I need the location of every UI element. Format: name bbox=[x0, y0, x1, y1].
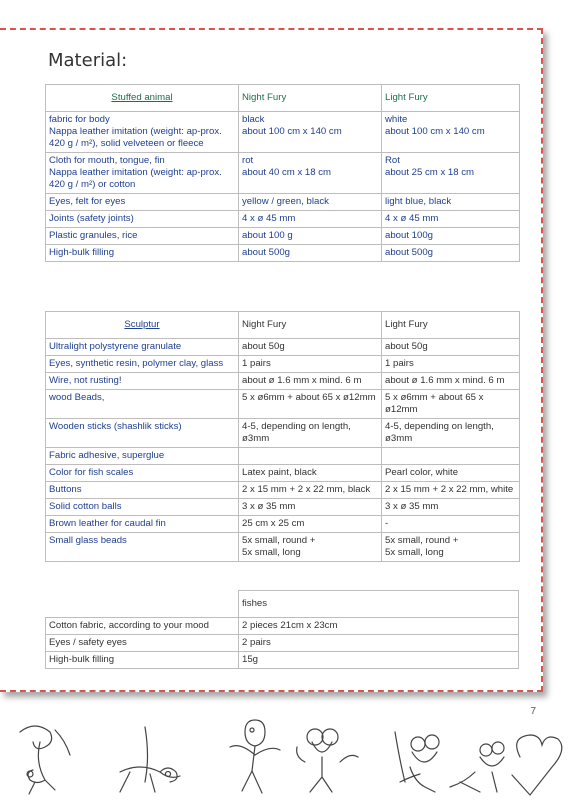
table-cell: 4 x ø 45 mm bbox=[239, 211, 382, 228]
mouse-doodle-icon bbox=[120, 727, 180, 792]
mouse-doodles-illustration bbox=[0, 712, 570, 807]
table-row bbox=[46, 651, 519, 668]
table-cell: 5x small, round + 5x small, long bbox=[382, 533, 520, 562]
table-cell: 5x small, round + 5x small, long bbox=[239, 533, 382, 562]
table-cell: black about 100 cm x 140 cm bbox=[239, 112, 382, 153]
table-cell: white about 100 cm x 140 cm bbox=[382, 112, 520, 153]
table-row bbox=[46, 356, 520, 373]
table-cell: fabric for body Nappa leather imitation (weight: ap-prox. 420 g / m²), solid velveteen or fleece bbox=[46, 112, 239, 153]
table-cell: Small glass beads bbox=[46, 533, 239, 562]
table-cell: Wooden sticks (shashlik sticks) bbox=[46, 419, 239, 448]
sculptur-table bbox=[45, 311, 520, 562]
table-cell: Plastic granules, rice bbox=[46, 228, 239, 245]
table-row bbox=[46, 390, 520, 419]
table-row bbox=[46, 245, 520, 262]
table-row bbox=[46, 482, 520, 499]
table-cell: 2 pieces 21cm x 23cm bbox=[239, 617, 519, 634]
table-cell: 5 x ø6mm + about 65 x ø12mm bbox=[239, 390, 382, 419]
table-row bbox=[46, 112, 520, 153]
table-cell: 5 x ø6mm + about 65 x ø12mm bbox=[382, 390, 520, 419]
page-title: Material: bbox=[48, 50, 128, 71]
table-cell: 2 x 15 mm + 2 x 22 mm, black bbox=[239, 482, 382, 499]
fishes-table bbox=[45, 590, 519, 669]
mouse-doodle-icon bbox=[395, 732, 439, 792]
table-cell: 1 pairs bbox=[382, 356, 520, 373]
table-cell: Brown leather for caudal fin bbox=[46, 516, 239, 533]
table-cell: 4-5, depending on length, ø3mm bbox=[239, 419, 382, 448]
table-header-row bbox=[46, 85, 520, 112]
table-cell: Wire, not rusting! bbox=[46, 373, 239, 390]
table-row bbox=[46, 465, 520, 482]
header-cell: Light Fury bbox=[382, 312, 520, 339]
mouse-doodle-icon bbox=[450, 742, 504, 792]
table-row bbox=[46, 153, 520, 194]
mouse-doodle-icon bbox=[20, 726, 70, 794]
table-cell: 2 x 15 mm + 2 x 22 mm, white bbox=[382, 482, 520, 499]
table-cell: Latex paint, black bbox=[239, 465, 382, 482]
table-cell: rot about 40 cm x 18 cm bbox=[239, 153, 382, 194]
table-cell: Cloth for mouth, tongue, fin Nappa leather imitation (weight: ap-prox. 420 g / m²) or cotton bbox=[46, 153, 239, 194]
table-row bbox=[46, 228, 520, 245]
table-cell: Fabric adhesive, superglue bbox=[46, 448, 239, 465]
mouse-doodle-icon bbox=[230, 720, 280, 793]
table-cell: High-bulk filling bbox=[46, 245, 239, 262]
table-cell: 25 cm x 25 cm bbox=[239, 516, 382, 533]
table-cell: 2 pairs bbox=[239, 634, 519, 651]
table-cell: about 50g bbox=[382, 339, 520, 356]
table-cell: about 100g bbox=[382, 228, 520, 245]
table-row bbox=[46, 533, 520, 562]
table-cell: about 500g bbox=[382, 245, 520, 262]
table-cell: wood Beads, bbox=[46, 390, 239, 419]
table-row bbox=[46, 499, 520, 516]
table-cell: Eyes, synthetic resin, polymer clay, glass bbox=[46, 356, 239, 373]
table-cell: yellow / green, black bbox=[239, 194, 382, 211]
table-cell: 15g bbox=[239, 651, 519, 668]
table-cell: about ø 1.6 mm x mind. 6 m bbox=[382, 373, 520, 390]
table-cell bbox=[382, 448, 520, 465]
heart-icon bbox=[512, 735, 562, 795]
table-cell: Ultralight polystyrene granulate bbox=[46, 339, 239, 356]
header-cell: Night Fury bbox=[239, 85, 382, 112]
header-cell bbox=[46, 591, 239, 618]
header-cell: Light Fury bbox=[382, 85, 520, 112]
table-cell: about 50g bbox=[239, 339, 382, 356]
table-cell: - bbox=[382, 516, 520, 533]
table-cell: Color for fish scales bbox=[46, 465, 239, 482]
header-cell: Sculptur bbox=[46, 312, 239, 339]
header-cell: fishes bbox=[239, 591, 519, 618]
stuffed-animal-table bbox=[45, 84, 520, 262]
table-row bbox=[46, 373, 520, 390]
table-cell: Solid cotton balls bbox=[46, 499, 239, 516]
table-cell bbox=[239, 448, 382, 465]
table-cell: about ø 1.6 mm x mind. 6 m bbox=[239, 373, 382, 390]
table-cell: 1 pairs bbox=[239, 356, 382, 373]
table-cell: 4 x ø 45 mm bbox=[382, 211, 520, 228]
mouse-doodle-icon bbox=[297, 729, 358, 792]
table-cell: 4-5, depending on length, ø3mm bbox=[382, 419, 520, 448]
header-cell: Night Fury bbox=[239, 312, 382, 339]
table-row bbox=[46, 339, 520, 356]
table-cell: light blue, black bbox=[382, 194, 520, 211]
table-cell: Eyes / safety eyes bbox=[46, 634, 239, 651]
table-row bbox=[46, 448, 520, 465]
table-cell: Eyes, felt for eyes bbox=[46, 194, 239, 211]
table-row bbox=[46, 419, 520, 448]
table-row bbox=[46, 617, 519, 634]
table-cell: about 500g bbox=[239, 245, 382, 262]
table-cell: Pearl color, white bbox=[382, 465, 520, 482]
header-cell: Stuffed animal bbox=[46, 85, 239, 112]
table-cell: High-bulk filling bbox=[46, 651, 239, 668]
table-cell: Cotton fabric, according to your mood bbox=[46, 617, 239, 634]
page-number: 7 bbox=[530, 706, 536, 717]
table-row bbox=[46, 516, 520, 533]
table-cell: 3 x ø 35 mm bbox=[239, 499, 382, 516]
table-header-row bbox=[46, 591, 519, 618]
table-cell: Joints (safety joints) bbox=[46, 211, 239, 228]
table-cell: about 100 g bbox=[239, 228, 382, 245]
table-row bbox=[46, 194, 520, 211]
table-row bbox=[46, 634, 519, 651]
table-cell: 3 x ø 35 mm bbox=[382, 499, 520, 516]
table-cell: Rot about 25 cm x 18 cm bbox=[382, 153, 520, 194]
table-header-row bbox=[46, 312, 520, 339]
table-cell: Buttons bbox=[46, 482, 239, 499]
table-row bbox=[46, 211, 520, 228]
